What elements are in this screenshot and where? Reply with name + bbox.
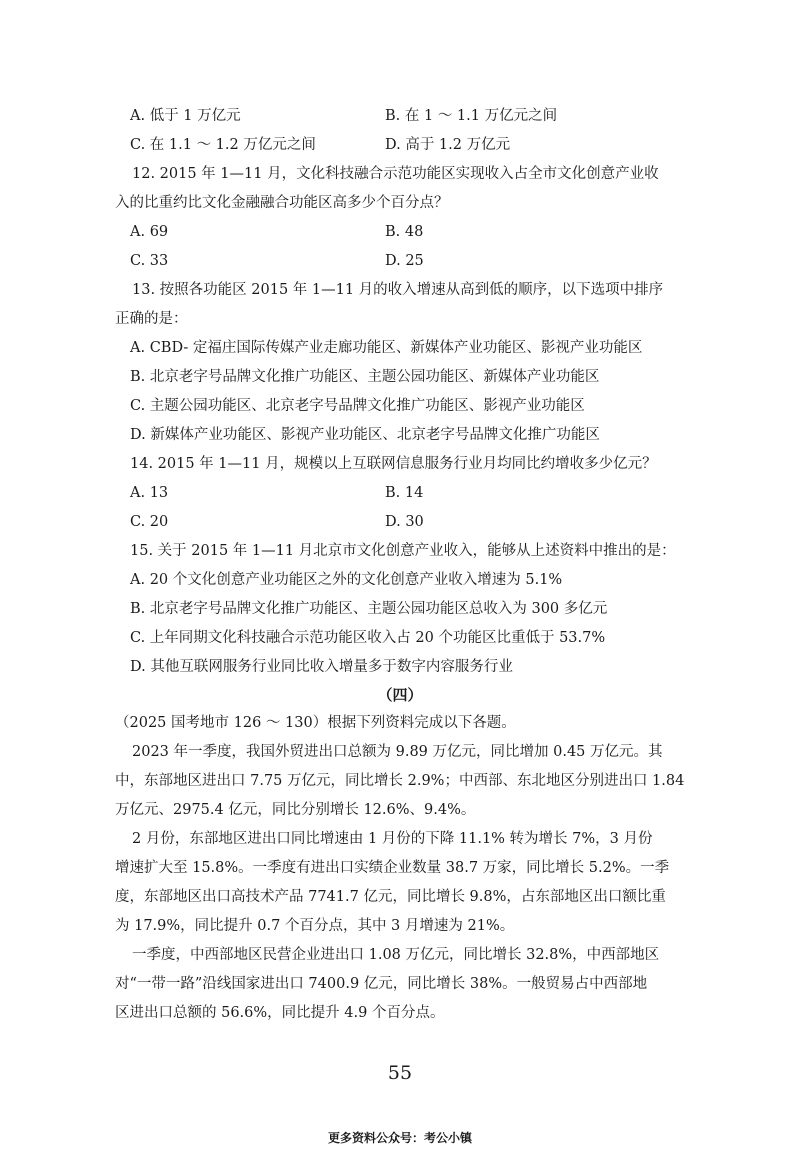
para3-line2: 对“一带一路”沿线国家进出口 7400.9 亿元，同比增长 38%。一般贸易占中西部地 bbox=[115, 976, 648, 992]
para1-line3: 万亿元、2975.4 亿元，同比分别增长 12.6%、9.4%。 bbox=[115, 802, 476, 818]
q12-option-a: A. 69 bbox=[130, 224, 169, 240]
para2-line2: 增速扩大至 15.8%。一季度有进出口实绩企业数量 38.7 万家，同比增长 5.2%。一季 bbox=[115, 860, 670, 876]
q15-option-a: A. 20 个文化创意产业功能区之外的文化创意产业收入增速为 5.1% bbox=[130, 572, 563, 588]
q12-stem-line2: 入的比重约比文化金融融合功能区高多少个百分点？ bbox=[115, 195, 449, 211]
q15-option-c: C. 上年同期文化科技融合示范功能区收入占 20 个功能区比重低于 53.7% bbox=[130, 630, 606, 646]
section-title: （四） bbox=[377, 686, 423, 704]
q13-option-b: B. 北京老字号品牌文化推广功能区、主题公园功能区、新媒体产业功能区 bbox=[130, 369, 600, 385]
q11-option-d: D. 高于 1.2 万亿元 bbox=[385, 137, 511, 153]
q13-stem-line2: 正确的是： bbox=[115, 311, 188, 327]
para3-line3: 区进出口总额的 56.6%，同比提升 4.9 个百分点。 bbox=[115, 1005, 445, 1021]
q13-option-a: A. CBD- 定福庄国际传媒产业走廊功能区、新媒体产业功能区、影视产业功能区 bbox=[130, 340, 643, 356]
q13-option-d: D. 新媒体产业功能区、影视产业功能区、北京老字号品牌文化推广功能区 bbox=[130, 427, 600, 443]
q12-option-d: D. 25 bbox=[385, 253, 424, 269]
para1-line1: 2023 年一季度，我国外贸进出口总额为 9.89 万亿元，同比增加 0.45 万亿元。其 bbox=[132, 744, 663, 760]
para1-line2: 中，东部地区进出口 7.75 万亿元，同比增长 2.9%；中西部、东北地区分别进出口 1.84 bbox=[115, 773, 685, 789]
q11-option-c: C. 在 1.1 ～ 1.2 万亿元之间 bbox=[130, 137, 316, 153]
q14-option-b: B. 14 bbox=[385, 485, 424, 501]
q15-option-d: D. 其他互联网服务行业同比收入增量多于数字内容服务行业 bbox=[130, 659, 513, 675]
q14-stem: 14. 2015 年 1—11 月，规模以上互联网信息服务行业月均同比约增收多少亿元？ bbox=[130, 456, 657, 472]
q15-option-b: B. 北京老字号品牌文化推广功能区、主题公园功能区总收入为 300 多亿元 bbox=[130, 601, 608, 617]
q12-stem-line1: 12. 2015 年 1—11 月，文化科技融合示范功能区实现收入占全市文化创意产业收 bbox=[132, 166, 659, 182]
q14-option-d: D. 30 bbox=[385, 514, 424, 530]
intro-line: （2025 国考地市 126 ～ 130）根据下列资料完成以下各题。 bbox=[115, 715, 516, 731]
q14-option-a: A. 13 bbox=[130, 485, 169, 501]
q11-option-b: B. 在 1 ～ 1.1 万亿元之间 bbox=[385, 108, 558, 124]
q12-option-c: C. 33 bbox=[130, 253, 169, 269]
q13-stem-line1: 13. 按照各功能区 2015 年 1—11 月的收入增速从高到低的顺序，以下选项中排序 bbox=[132, 282, 664, 298]
q12-option-b: B. 48 bbox=[385, 224, 424, 240]
q11-option-a: A. 低于 1 万亿元 bbox=[130, 108, 241, 124]
page-number: 55 bbox=[387, 1062, 413, 1084]
q13-option-c: C. 主题公园功能区、北京老字号品牌文化推广功能区、影视产业功能区 bbox=[130, 398, 585, 414]
q14-option-c: C. 20 bbox=[130, 514, 169, 530]
para3-line1: 一季度，中西部地区民营企业进出口 1.08 万亿元，同比增长 32.8%，中西部地区 bbox=[132, 947, 660, 963]
para2-line1: 2 月份，东部地区进出口同比增速由 1 月份的下降 11.1% 转为增长 7%，3 月份 bbox=[132, 831, 653, 847]
q15-stem: 15. 关于 2015 年 1—11 月北京市文化创意产业收入，能够从上述资料中推出的是： bbox=[130, 543, 676, 559]
para2-line3: 度，东部地区出口高技术产品 7741.7 亿元，同比增长 9.8%，占东部地区出口额比重 bbox=[115, 889, 666, 905]
para2-line4: 为 17.9%，同比提升 0.7 个百分点，其中 3 月增速为 21%。 bbox=[115, 918, 515, 934]
footer-note: 更多资料公众号：考公小镇 bbox=[327, 1131, 472, 1145]
